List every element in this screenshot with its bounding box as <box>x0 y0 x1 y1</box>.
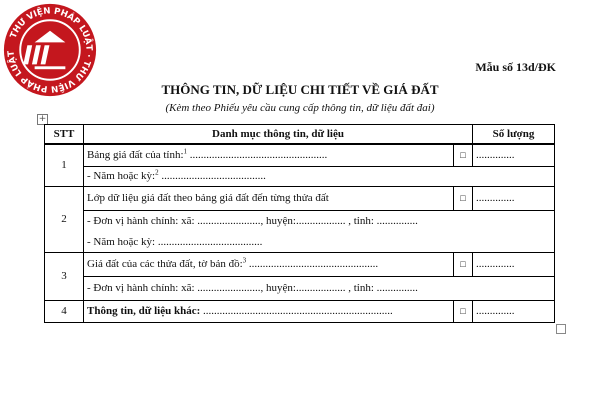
table-row <box>45 300 555 322</box>
checkbox-icon[interactable]: □ <box>454 186 473 210</box>
table-row <box>45 252 555 276</box>
quantity-field[interactable]: .............. <box>473 144 555 166</box>
checkbox-icon[interactable]: □ <box>454 252 473 276</box>
checkbox-icon[interactable]: □ <box>454 144 473 166</box>
row-item-text: Giá đất của các thửa đất, tờ bản đồ:$^3$ ............................................... <box>84 252 454 276</box>
land-price-info-table <box>44 124 555 323</box>
row-item-text: Bảng giá đất của tỉnh:$^1$ .................................................. <box>84 144 454 166</box>
row-number: 1 <box>45 144 84 186</box>
form-number: Mẫu số 13d/ĐK <box>475 60 556 74</box>
table-row <box>45 186 555 210</box>
table-move-handle-icon[interactable]: + <box>38 114 47 124</box>
svg-text:THƯ VIỆN PHÁP LUẬT · THƯ VIỆN: THƯ VIỆN PHÁP LUẬT · THƯ VIỆN PHÁP LUẬT <box>6 6 94 94</box>
row-number: 2 <box>45 186 84 252</box>
row-item-text: Thông tin, dữ liệu khác: ..................................................................... <box>84 300 454 322</box>
row-item-text: - Đơn vị hành chính: xã: ......................., huyện:.................. , tỉnh: ............... <box>84 210 555 232</box>
quantity-field[interactable]: .............. <box>473 300 555 322</box>
row-item-text: - Năm hoặc kỳ:$^2$ ...................................... <box>84 166 555 186</box>
row-item-text: - Năm hoặc kỳ: ...................................... <box>84 232 555 252</box>
header-category: Danh mục thông tin, dữ liệu <box>84 125 473 145</box>
document-subtitle: (Kèm theo Phiếu yêu cầu cung cấp thông tin, dữ liệu đất đai) <box>165 102 435 114</box>
row-item-text: Lớp dữ liệu giá đất theo bảng giá đất đến từng thửa đất <box>84 186 454 210</box>
table-resize-handle-icon[interactable] <box>556 324 566 334</box>
table-row <box>45 166 555 186</box>
header-quantity: Số lượng <box>473 125 555 145</box>
quantity-field[interactable]: .............. <box>473 252 555 276</box>
document-title: THÔNG TIN, DỮ LIỆU CHI TIẾT VỀ GIÁ ĐẤT <box>161 82 439 97</box>
table-row <box>45 232 555 252</box>
table-row <box>45 276 555 300</box>
row-item-text: - Đơn vị hành chính: xã: ......................., huyện:.................. , tỉnh: ............... <box>84 276 555 300</box>
table-header-row <box>45 125 555 145</box>
table-row <box>45 210 555 232</box>
header-stt: STT <box>45 125 84 145</box>
quantity-field[interactable]: .............. <box>473 186 555 210</box>
checkbox-icon[interactable]: □ <box>454 300 473 322</box>
row-number: 3 <box>45 252 84 300</box>
row-number: 4 <box>45 300 84 322</box>
table-row <box>45 144 555 166</box>
